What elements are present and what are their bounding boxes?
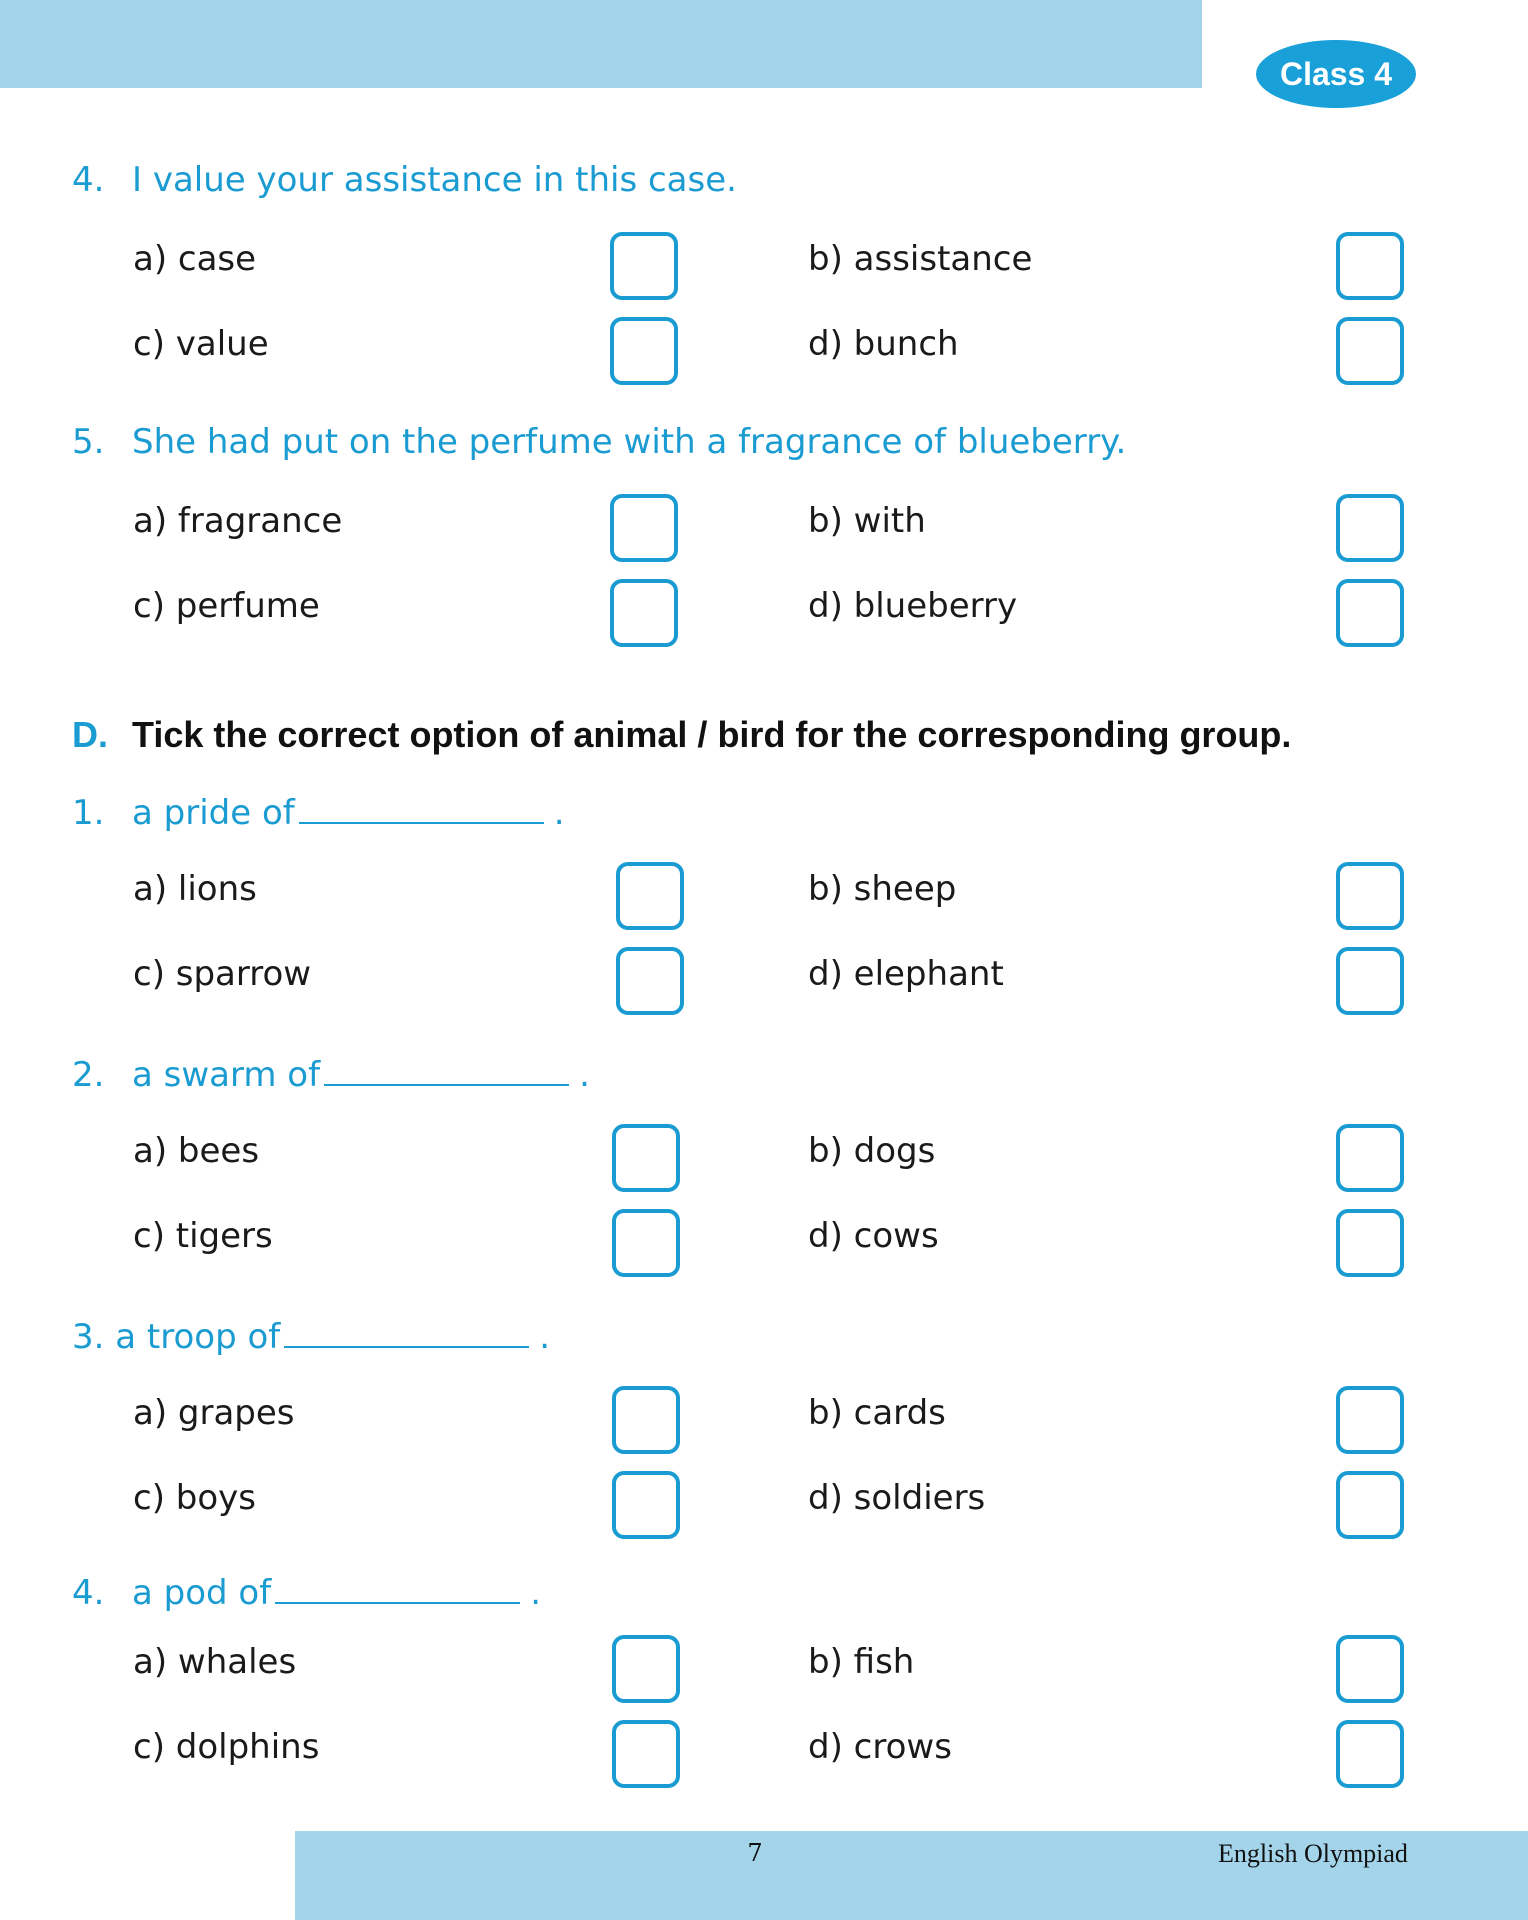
option-label: c) perfume (133, 586, 320, 626)
question-text: a swarm of (132, 1055, 321, 1095)
question-c4 (72, 160, 737, 200)
answer-checkbox[interactable] (1336, 1635, 1404, 1703)
section-instruction: Tick the correct option of animal / bird for the corresponding group. (132, 714, 1292, 755)
answer-checkbox[interactable] (1336, 1471, 1404, 1539)
answer-checkbox[interactable] (610, 232, 678, 300)
question-c5 (72, 422, 1126, 462)
question-period: . (539, 1317, 551, 1357)
option-label: d) soldiers (808, 1478, 986, 1518)
answer-checkbox[interactable] (612, 1471, 680, 1539)
question-d4 (72, 1570, 541, 1613)
question-text: She had put on the perfume with a fragrance of blueberry. (132, 422, 1127, 462)
option-label: d) crows (808, 1727, 952, 1767)
answer-checkbox[interactable] (616, 862, 684, 930)
option-label: d) bunch (808, 324, 959, 364)
answer-checkbox[interactable] (1336, 1720, 1404, 1788)
option-label: c) sparrow (133, 954, 312, 994)
answer-checkbox[interactable] (1336, 317, 1404, 385)
option-label: b) cards (808, 1393, 946, 1433)
answer-checkbox[interactable] (612, 1386, 680, 1454)
option-label: b) assistance (808, 239, 1033, 279)
answer-checkbox[interactable] (610, 579, 678, 647)
option-label: c) boys (133, 1478, 256, 1518)
answer-checkbox[interactable] (616, 947, 684, 1015)
answer-blank (275, 1570, 520, 1604)
option-label: a) grapes (133, 1393, 295, 1433)
page-number: 7 (747, 1839, 763, 1867)
answer-checkbox[interactable] (1336, 1124, 1404, 1192)
question-text: I value your assistance in this case. (132, 160, 737, 200)
answer-checkbox[interactable] (612, 1720, 680, 1788)
question-number: 4. (72, 1573, 105, 1613)
option-label: b) sheep (808, 869, 957, 909)
answer-checkbox[interactable] (612, 1124, 680, 1192)
answer-checkbox[interactable] (1336, 1209, 1404, 1277)
question-text: a troop of (115, 1317, 281, 1357)
answer-checkbox[interactable] (1336, 232, 1404, 300)
option-label: a) fragrance (133, 501, 343, 541)
option-label: c) dolphins (133, 1727, 320, 1767)
option-label: d) elephant (808, 954, 1004, 994)
question-d3 (72, 1314, 550, 1357)
answer-blank (299, 790, 544, 824)
question-number: 5. (72, 422, 105, 462)
option-label: a) case (133, 239, 257, 279)
option-label: c) value (133, 324, 269, 364)
class-badge: Class 4 (1256, 40, 1416, 108)
option-label: b) with (808, 501, 926, 541)
footer-title: English Olympiad (1218, 1839, 1408, 1868)
option-label: b) dogs (808, 1131, 936, 1171)
question-period: . (579, 1055, 590, 1095)
question-number: 1. (72, 793, 105, 833)
answer-checkbox[interactable] (1336, 494, 1404, 562)
section-letter: D. (72, 714, 108, 755)
question-d2 (72, 1052, 590, 1095)
option-label: a) lions (133, 869, 257, 909)
question-period: . (553, 793, 565, 833)
answer-checkbox[interactable] (1336, 1386, 1404, 1454)
question-text: a pod of (132, 1573, 272, 1613)
answer-blank (324, 1052, 569, 1086)
question-number: 3. (72, 1317, 105, 1357)
answer-checkbox[interactable] (1336, 579, 1404, 647)
answer-checkbox[interactable] (610, 494, 678, 562)
header-band (0, 0, 1202, 88)
option-label: d) cows (808, 1216, 939, 1256)
question-period: . (530, 1573, 541, 1613)
answer-checkbox[interactable] (612, 1635, 680, 1703)
question-number: 2. (72, 1055, 105, 1095)
answer-checkbox[interactable] (1336, 862, 1404, 930)
option-label: d) blueberry (808, 586, 1018, 626)
option-label: a) bees (133, 1131, 260, 1171)
answer-blank (284, 1314, 529, 1348)
section-d-heading (72, 714, 1291, 756)
answer-checkbox[interactable] (1336, 947, 1404, 1015)
option-label: b) fish (808, 1642, 915, 1682)
answer-checkbox[interactable] (612, 1209, 680, 1277)
option-label: c) tigers (133, 1216, 273, 1256)
answer-checkbox[interactable] (610, 317, 678, 385)
question-text: a pride of (132, 793, 295, 833)
option-label: a) whales (133, 1642, 297, 1682)
question-number: 4. (72, 160, 105, 200)
question-d1 (72, 790, 565, 833)
